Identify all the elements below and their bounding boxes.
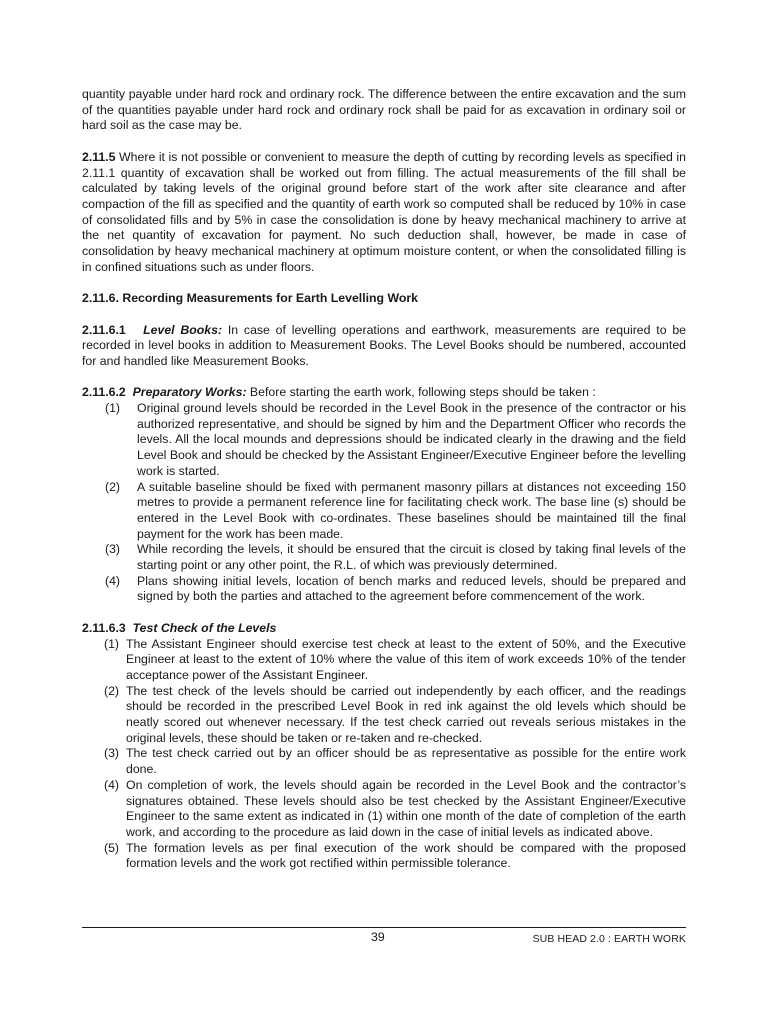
- test-check-list: [82, 637, 686, 873]
- list-item: [82, 841, 686, 872]
- section-title: Level Books:: [143, 322, 223, 337]
- item-text: The formation levels as per final execution of the work should be compared with the proposed formation levels and the work got rectified within permissible tolerance.: [126, 840, 686, 871]
- item-number: (5): [104, 840, 120, 855]
- item-number: (1): [105, 401, 121, 415]
- list-item: [82, 746, 686, 777]
- page-number: 39: [371, 930, 385, 944]
- section-title: Preparatory Works:: [132, 385, 247, 400]
- section-number: 2.11.6.1: [82, 322, 126, 337]
- item-text: The test check of the levels should be carried out independently by each officer, and the readings should be recorded in the prescribed Level Book in red ink against the old levels which should be neatly scored out whenever necessary. If the test check carried out reveals serious mistakes in the original levels, these should be taken or re-taken and re-checked.: [126, 683, 686, 745]
- item-number: (2): [104, 683, 120, 698]
- list-item: [82, 574, 686, 605]
- footer-divider: [82, 927, 686, 928]
- list-item: [82, 401, 686, 480]
- item-text: Original ground levels should be recorded in the Level Book in the presence of the contractor or his authorized representative, and should be signed by him and the Department Officer who records the levels. All the local mounds and depressions should be indicated clearly in the drawing and the field Level Book and should be checked by the Assistant Engineer/Executive Engineer before the levelling work is started.: [137, 401, 686, 478]
- item-text: On completion of work, the levels should again be recorded in the Level Book and the contractor’s signatures obtained. These levels should also be test checked by the Assistant Engineer/Executive Engineer to the same extent as indicated in (1) within one month of the date of completion of the earth work, and according to the procedure as laid down in the case of initial levels as indicated above.: [126, 777, 686, 839]
- section-number: 2.11.5: [82, 149, 116, 164]
- item-text: The test check carried out by an officer should be as representative as possible for the entire work done.: [126, 746, 686, 777]
- section-title: Test Check of the Levels: [132, 620, 277, 635]
- item-number: (3): [104, 746, 120, 761]
- section-2-11-6-heading: 2.11.6. Recording Measurements for Earth Levelling Work: [82, 291, 418, 306]
- page-body: [82, 87, 686, 872]
- footer-section-title: SUB HEAD 2.0 : EARTH WORK: [532, 933, 686, 945]
- section-number: 2.11.6.2: [82, 385, 126, 400]
- section-2-11-6-2: [82, 385, 686, 401]
- item-number: (4): [105, 573, 121, 588]
- item-number: (4): [104, 777, 120, 792]
- item-text: A suitable baseline should be fixed with permanent masonry pillars at distances not exceeding 150 metres to provide a permanent reference line for facilitating check work. The base line (s) should be entered in the Level Book with co-ordinates. These baselines should be maintained till the final payment for the work has been made.: [137, 479, 686, 541]
- list-item: [82, 684, 686, 747]
- section-text: In case of levelling operations and earthwork, measurements are required to be recorded in level books in addition to Measurement Books. The Level Books should be numbered, accounted for and handled like Measurement Books.: [82, 322, 687, 368]
- section-2-11-5: [82, 150, 686, 276]
- item-text: The Assistant Engineer should exercise test check at least to the extent of 50%, and the Executive Engineer at least to the extent of 10% where the value of this item of work exceeds 10% of the tender acceptance power of the Assistant Engineer.: [126, 636, 686, 682]
- list-item: [82, 637, 686, 684]
- intro-paragraph: quantity payable under hard rock and ordinary rock. The difference between the entire excavation and the sum of the quantities payable under hard rock and ordinary rock shall be paid for as excavation in ordinary soil or hard soil as the case may be.: [82, 87, 686, 133]
- section-text: Where it is not possible or convenient to measure the depth of cutting by recording levels as specified in 2.11.1 quantity of excavation shall be worked out from filling. The actual measurements of the fill shall be calculated by taking levels of the original ground before start of the work after site clearance and after compaction of the fill as specified and the quantity of earth work so computed shall be reduced by 10% in case of consolidated fills and by 5% in case the consolidation is done by heavy mechanical machinery to arrive at the net quantity of excavation for payment. No such deduction shall, however, be made in case of consolidation by heavy mechanical machinery at optimum moisture content, or when the consolidated filling is in confined situations such as under floors.: [82, 149, 686, 274]
- item-number: (3): [105, 542, 121, 557]
- list-item: [82, 542, 686, 573]
- item-text: While recording the levels, it should be ensured that the circuit is closed by taking final levels of the starting point or any other point, the R.L. of which was previously determined.: [137, 542, 686, 573]
- item-number: (1): [104, 636, 120, 651]
- item-number: (2): [105, 479, 121, 494]
- item-text: Plans showing initial levels, location of bench marks and reduced levels, should be prepared and signed by both the parties and attached to the agreement before commencement of the work.: [137, 573, 686, 604]
- list-item: [82, 480, 686, 543]
- preparatory-works-list: [82, 401, 686, 605]
- section-text: Before starting the earth work, following steps should be taken :: [246, 385, 596, 400]
- section-2-11-6-1: [82, 323, 686, 370]
- list-item: [82, 778, 686, 841]
- section-2-11-6-3: [82, 621, 686, 637]
- section-number: 2.11.6.3: [82, 620, 126, 635]
